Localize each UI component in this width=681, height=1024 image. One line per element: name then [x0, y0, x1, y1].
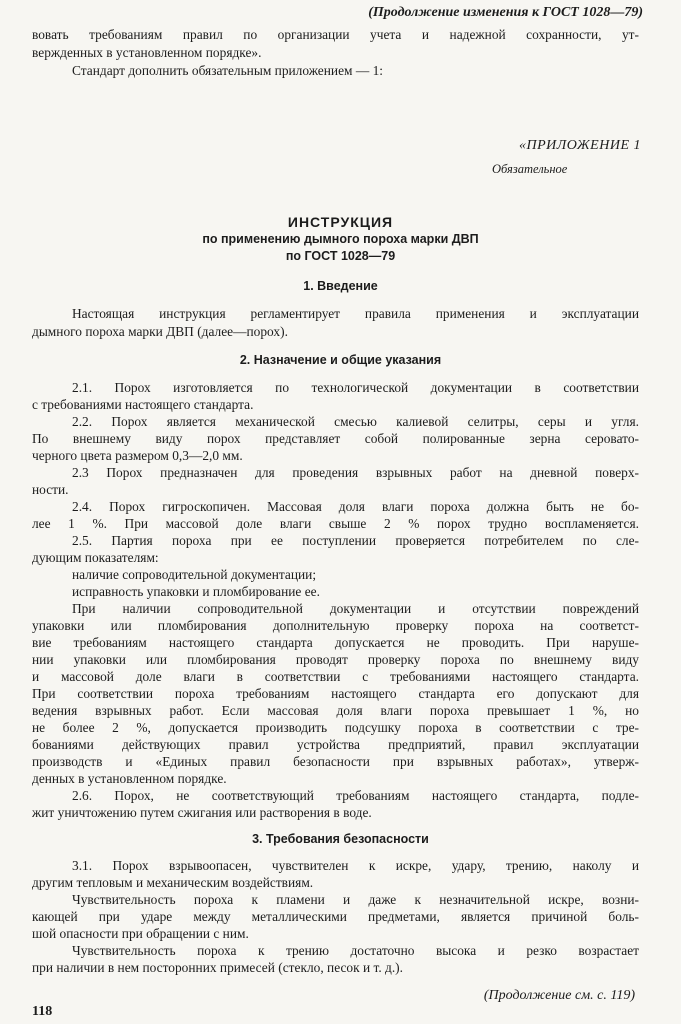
- text-line: 2.3 Порох предназначен для проведения взрывных работ на дневной поверх-: [72, 465, 639, 480]
- text-line: нии упаковки или пломбирования проводят проверку пороха по внешнему виду: [32, 652, 639, 667]
- text-line: с требованиями настоящего стандарта.: [32, 397, 254, 412]
- text-line: Настоящая инструкция регламентирует правила применения и эксплуатации: [72, 306, 639, 321]
- text-line: 2.6. Порох, не соответствующий требованиям настоящего стандарта, подле-: [72, 788, 639, 803]
- text-line: вовать требованиям правил по организации учета и надежной сохранности, ут-: [32, 27, 639, 42]
- text-line: и массовой доле влаги в соответствии с требованиями настоящего стандарта.: [32, 669, 639, 684]
- annex-status: Обязательное: [492, 162, 568, 176]
- page-number: 118: [32, 1004, 53, 1019]
- text-line: дымного пороха марки ДВП (далее—порох).: [32, 324, 288, 339]
- text-line: ведения взрывных работ. Если массовая доля влаги пороха превышает 1 %, но: [32, 703, 639, 718]
- instruction-title: ИНСТРУКЦИЯ: [287, 214, 394, 230]
- text-line: При соответствии пороха требованиям настоящего стандарта его допускают для: [32, 686, 639, 701]
- text-line: 2.5. Партия пороха при ее поступлении проверяется потребителем по сле-: [72, 533, 639, 548]
- text-line: кающей при ударе между металлическими предметами, является причиной боль-: [32, 909, 639, 924]
- text-line: денных в установленном порядке.: [32, 771, 227, 786]
- text-line: 2.2. Порох является механической смесью калиевой селитры, серы и угля.: [72, 414, 639, 429]
- section-heading: 1. Введение: [303, 279, 378, 293]
- instruction-subtitle: по ГОСТ 1028—79: [285, 249, 396, 263]
- text-line: бованиями действующих правил устройства предприятий, правил эксплуатации: [32, 737, 639, 752]
- text-line: Чувствительность пороха к трению достаточно высока и резко возрастает: [72, 943, 639, 958]
- section-heading: 2. Назначение и общие указания: [239, 353, 442, 367]
- text-line: Чувствительность пороха к пламени и даже к незначительной искре, возни-: [72, 892, 639, 907]
- text-line: вержденных в установленном порядке».: [32, 45, 262, 60]
- instruction-subtitle: по применению дымного пороха марки ДВП: [202, 232, 479, 246]
- text-line: ности.: [32, 482, 69, 497]
- text-line: шой опасности при обращении с ним.: [32, 926, 249, 941]
- text-line: другим тепловым и механическим воздействиям.: [32, 875, 314, 890]
- text-line: не более 2 %, допускается производить подсушку пороха в соответствии с тре-: [32, 720, 639, 735]
- text-line: черного цвета размером 0,3—2,0 мм.: [32, 448, 243, 463]
- text-line: исправность упаковки и пломбирование ее.: [72, 584, 320, 599]
- text-line: По внешнему виду порох представляет собой полированные зерна серовато-: [32, 431, 639, 446]
- text-line: дующим показателям:: [32, 550, 159, 565]
- text-line: 2.1. Порох изготовляется по технологической документации в соответствии: [72, 380, 639, 395]
- text-line: упаковки или пломбирования дополнительную проверку пороха на соответст-: [32, 618, 639, 633]
- text-line: лее 1 %. При массовой доле влаги свыше 2 % порох трудно воспламеняется.: [32, 516, 639, 531]
- text-line: 3.1. Порох взрывоопасен, чувствителен к искре, удару, трению, наколу и: [72, 858, 639, 873]
- section-heading: 3. Требования безопасности: [252, 832, 429, 846]
- text-line: наличие сопроводительной документации;: [72, 567, 317, 582]
- text-line: 2.4. Порох гигроскопичен. Массовая доля влаги пороха должна быть не бо-: [72, 499, 639, 514]
- text-line: жит уничтожению путем сжигания или растворения в воде.: [32, 805, 372, 820]
- continuation-note: (Продолжение см. с. 119): [483, 988, 635, 1003]
- text-line: Стандарт дополнить обязательным приложением — 1:: [72, 63, 383, 78]
- running-header: (Продолжение изменения к ГОСТ 1028—79): [368, 5, 643, 20]
- annex-title: «ПРИЛОЖЕНИЕ 1: [519, 138, 641, 153]
- text-line: производств и «Единых правил безопасности при взрывных работах», утверж-: [32, 754, 639, 769]
- text-line: при наличии в нем посторонних примесей (стекло, песок и т. д.).: [32, 960, 403, 975]
- text-line: При наличии сопроводительной документации и отсутствии повреждений: [72, 601, 639, 616]
- text-line: вие требованиям настоящего стандарта допускается не проводить. При наруше-: [32, 635, 639, 650]
